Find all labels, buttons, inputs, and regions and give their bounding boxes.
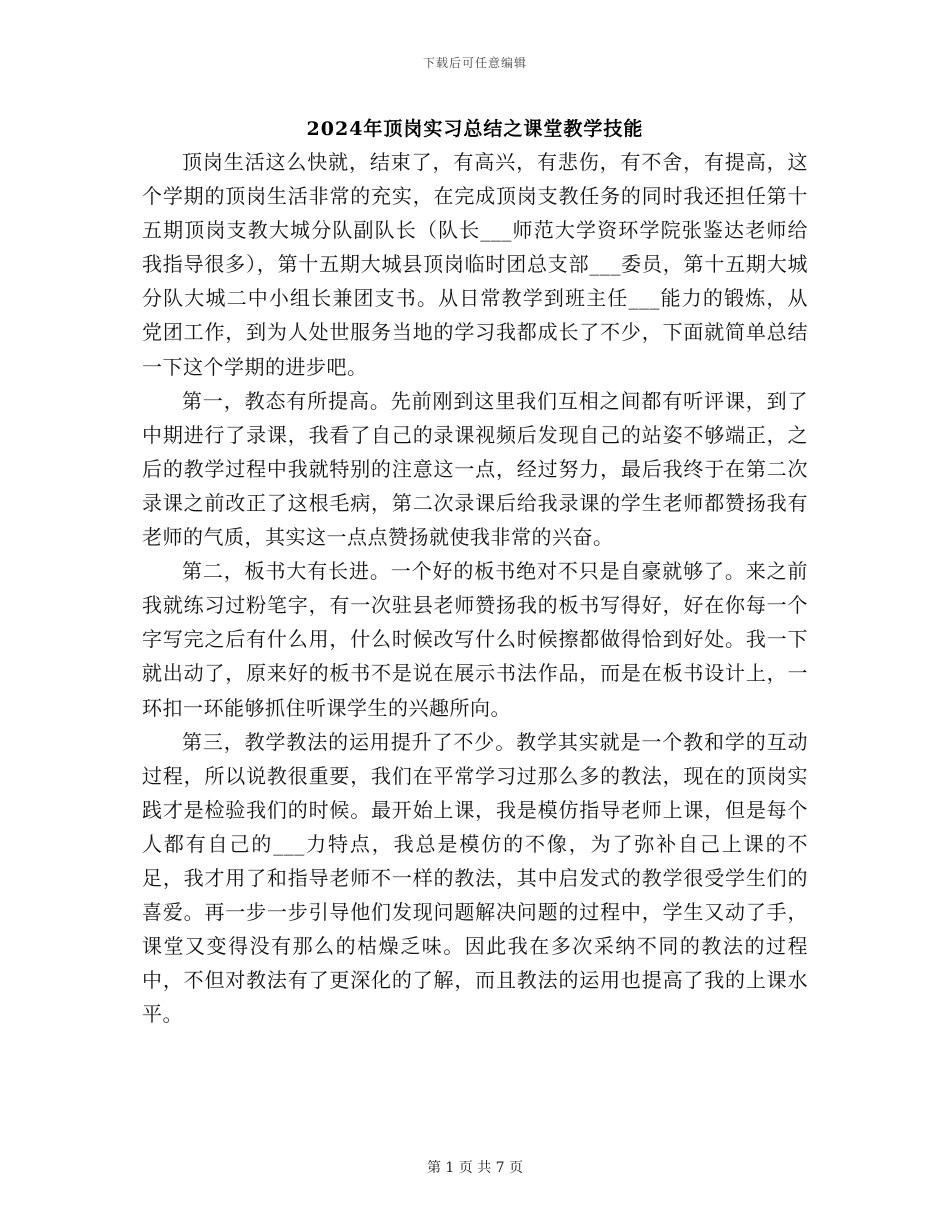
paragraph-first-point: 第一，教态有所提高。先前刚到这里我们互相之间都有听评课，到了中期进行了录课，我看了自己的录课视频后发现自己的站姿不够端正，之后的教学过程中我就特别的注意这一点，经过努力，最后我终于在第二次录课之前改正了这根毛病，第二次录课后给我录课的学生老师都赞扬我有老师的气质，其实这一点点赞扬就使我非常的兴奋。 bbox=[142, 388, 808, 550]
page-number: 第 1 页 共 7 页 bbox=[426, 1160, 524, 1176]
paragraph-intro: 顶岗生活这么快就，结束了，有高兴，有悲伤，有不舍，有提高，这个学期的顶岗生活非常的充实，在完成顶岗支教任务的同时我还担任第十五期顶岗支教大城分队副队长（队长___师范大学资环学院张鉴达老师给我指导很多），第十五期大城县顶岗临时团总支部___委员，第十五期大城分队大城二中小组长兼团支书。从日常教学到班主任___能力的锻炼，从党团工作，到为人处世服务当地的学习我都成长了不少，下面就简单总结一下这个学期的进步吧。 bbox=[142, 150, 808, 379]
document-body bbox=[142, 145, 808, 1031]
header-note: 下载后可任意编辑 bbox=[422, 56, 527, 70]
document-title: 2024年顶岗实习总结之课堂教学技能 bbox=[306, 118, 644, 140]
paragraph-second-point: 第二，板书大有长进。一个好的板书绝对不只是自豪就够了。来之前我就练习过粉笔字，有一次驻县老师赞扬我的板书写得好，好在你每一个字写完之后有什么用，什么时候改写什么时候擦都做得恰到好处。我一下就出动了，原来好的板书不是说在展示书法作品，而是在板书设计上，一环扣一环能够抓住听课学生的兴趣所向。 bbox=[142, 559, 808, 720]
paragraph-third-point: 第三，教学教法的运用提升了不少。教学其实就是一个教和学的互动过程，所以说教很重要，我们在平常学习过那么多的教法，现在的顶岗实践才是检验我们的时候。最开始上课，我是模仿指导老师上课，但是每个人都有自己的___力特点，我总是模仿的不像，为了弥补自己上课的不足，我才用了和指导老师不一样的教法，其中启发式的教学很受学生们的喜爱。再一步一步引导他们发现问题解决问题的过程中，学生又动了手，课堂又变得没有那么的枯燥乏味。因此我在多次采纳不同的教法的过程中，不但对教法有了更深化的了解，而且教法的运用也提高了我的上课水平。 bbox=[142, 729, 808, 1027]
